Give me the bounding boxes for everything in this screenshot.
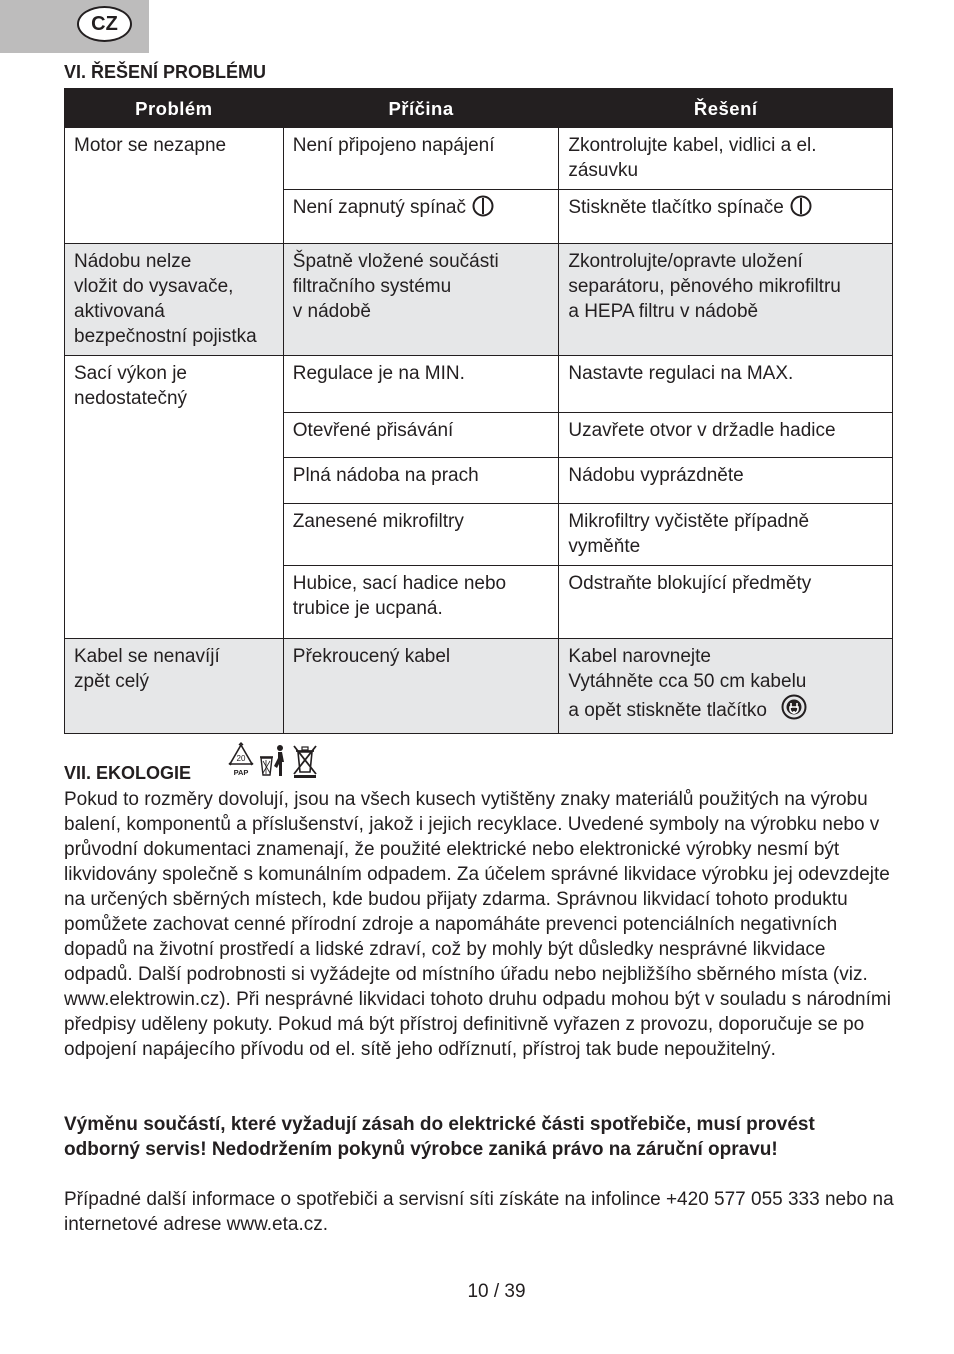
header-solution: Řešení <box>559 89 893 128</box>
solution-cell <box>559 244 893 356</box>
language-badge: CZ <box>77 6 132 42</box>
crossed-bin-icon <box>290 742 320 783</box>
recycle-code: 20 <box>236 754 246 763</box>
solution-text: Zkontrolujte kabel, vidlici a el. zásuvku <box>568 135 817 181</box>
solution-cell <box>559 413 893 458</box>
problem-cell <box>65 356 284 639</box>
cause-text: Překroucený kabel <box>292 646 451 667</box>
ecology-paragraph: Pokud to rozměry dovolují, jsou na všech kusech vytištěny znaky materiálů použitých na výrobu balení, komponentů a příslušenství, jakož i jejich recyklace. Uvedené symboly na výrobku nebo v průvodní dokumentaci znamenají, že použité elektrické nebo elektronické výrobky nesmí být likvidovány společně s komunálním odpadem. Za účelem správné likvidace výrobku jej odevzdejte na určených sběrných místech, kde budou přijaty zdarma. Správnou likvidací tohoto produktu pomůžete zachovat cenné přírodní zdroje a napomáháte prevenci potenciálních negativních dopadů na životní prostředí a lidské zdraví, což by mohly být důsledky nesprávné likvidace odpadů. Další podrobnosti si vyžádejte od místního úřadu nebo nejbližšího sběrného místa (viz. www.elektrowin.cz). Při nesprávné likvidaci tohoto druhu odpadu mohou být v souladu s národními předpisy uděleny pokuty. Pokud má být přístroj definitivně vyřazen z provozu, doporučuje se po odpojení napájecího přívodu od el. sítě jeho odříznutí, přístroj tak bude nepoužitelný. <box>64 789 891 1060</box>
problem-line: bezpečnostní pojistka <box>74 326 257 347</box>
service-warning: Výměnu součástí, které vyžadují zásah do elektrické části spotřebiče, musí provést odborný servis! Nedodržením pokynů výrobce zaniká právo na záruční opravu! <box>64 1114 815 1160</box>
solution-line: separátoru, pěnového mikrofiltru <box>568 276 841 297</box>
cable-rewind-icon <box>781 694 807 727</box>
cause-cell <box>283 639 559 734</box>
recycle-20-pap-icon <box>226 742 256 783</box>
table-row <box>65 128 893 190</box>
power-switch-icon <box>472 195 494 224</box>
solution-line: a HEPA filtru v nádobě <box>568 301 759 322</box>
power-switch-icon <box>790 195 812 224</box>
problem-text: Motor se nezapne <box>74 135 227 156</box>
solution-text: Nastavte regulaci na MAX. <box>568 363 794 384</box>
solution-cell <box>559 190 893 244</box>
troubleshooting-title: VI. ŘEŠENÍ PROBLÉMU <box>64 62 267 82</box>
solution-line: Mikrofiltry vyčistěte případně <box>568 511 810 532</box>
table-row <box>65 639 893 734</box>
cause-cell <box>283 244 559 356</box>
solution-line: Vytáhněte cca 50 cm kabelu <box>568 671 807 692</box>
ecology-title: VII. EKOLOGIE <box>64 763 192 783</box>
problem-line: aktivovaná <box>74 301 165 322</box>
problem-line: vložit do vysavače, <box>74 276 234 297</box>
table-header-row <box>65 89 893 128</box>
cause-cell <box>283 190 559 244</box>
cause-cell <box>283 504 559 566</box>
cause-text: Otevřené přisávání <box>292 420 454 441</box>
language-tab <box>0 0 149 53</box>
solution-cell <box>559 566 893 639</box>
problem-line: Sací výkon je <box>74 363 187 384</box>
cause-text: Není připojeno napájení <box>292 135 495 156</box>
problem-line: Kabel se nenavíjí <box>74 646 220 667</box>
solution-cell <box>559 356 893 413</box>
solution-line: a opět stiskněte tlačítko <box>568 700 767 721</box>
solution-cell <box>559 639 893 734</box>
solution-text: Stiskněte tlačítko spínače <box>568 197 784 218</box>
cause-cell <box>283 566 559 639</box>
cause-text: Zanesené mikrofiltry <box>292 511 464 532</box>
problem-cell <box>65 128 284 244</box>
solution-cell <box>559 458 893 504</box>
solution-text: Odstraňte blokující předměty <box>568 573 812 594</box>
problem-line: Nádobu nelze <box>74 251 192 272</box>
cause-line: filtračního systému <box>292 276 452 297</box>
problem-line: nedostatečný <box>74 388 188 409</box>
table-row <box>65 244 893 356</box>
info-paragraph: Případné další informace o spotřebiči a servisní síti získáte na infolince +420 577 055 333 nebo na internetové adrese www.eta.cz. <box>64 1189 894 1235</box>
header-cause: Příčina <box>283 89 559 128</box>
troubleshooting-table <box>64 88 893 734</box>
recycle-label: PAP <box>233 768 249 777</box>
problem-cell <box>65 244 284 356</box>
table-row <box>65 356 893 413</box>
person-bin-icon <box>258 742 288 783</box>
solution-text: Uzavřete otvor v držadle hadice <box>568 420 836 441</box>
cause-cell <box>283 128 559 190</box>
ecology-icons <box>226 742 320 783</box>
problem-cell <box>65 639 284 734</box>
cause-line: v nádobě <box>292 301 371 322</box>
cause-line: Špatně vložené součásti <box>292 251 499 272</box>
cause-text: Regulace je na MIN. <box>292 363 465 384</box>
solution-cell <box>559 504 893 566</box>
cause-cell <box>283 458 559 504</box>
problem-line: zpět celý <box>74 671 149 692</box>
header-problem: Problém <box>65 89 284 128</box>
cause-line: trubice je ucpaná. <box>292 598 443 619</box>
cause-text: Není zapnutý spínač <box>292 197 466 218</box>
solution-text: Nádobu vyprázdněte <box>568 465 744 486</box>
solution-line: vyměňte <box>568 536 641 557</box>
cause-cell <box>283 356 559 413</box>
solution-line: Kabel narovnejte <box>568 646 711 667</box>
cause-line: Hubice, sací hadice nebo <box>292 573 507 594</box>
cause-cell <box>283 413 559 458</box>
cause-text: Plná nádoba na prach <box>292 465 479 486</box>
solution-cell <box>559 128 893 190</box>
page-number: 10 / 39 <box>467 1281 526 1302</box>
solution-line: Zkontrolujte/opravte uložení <box>568 251 803 272</box>
